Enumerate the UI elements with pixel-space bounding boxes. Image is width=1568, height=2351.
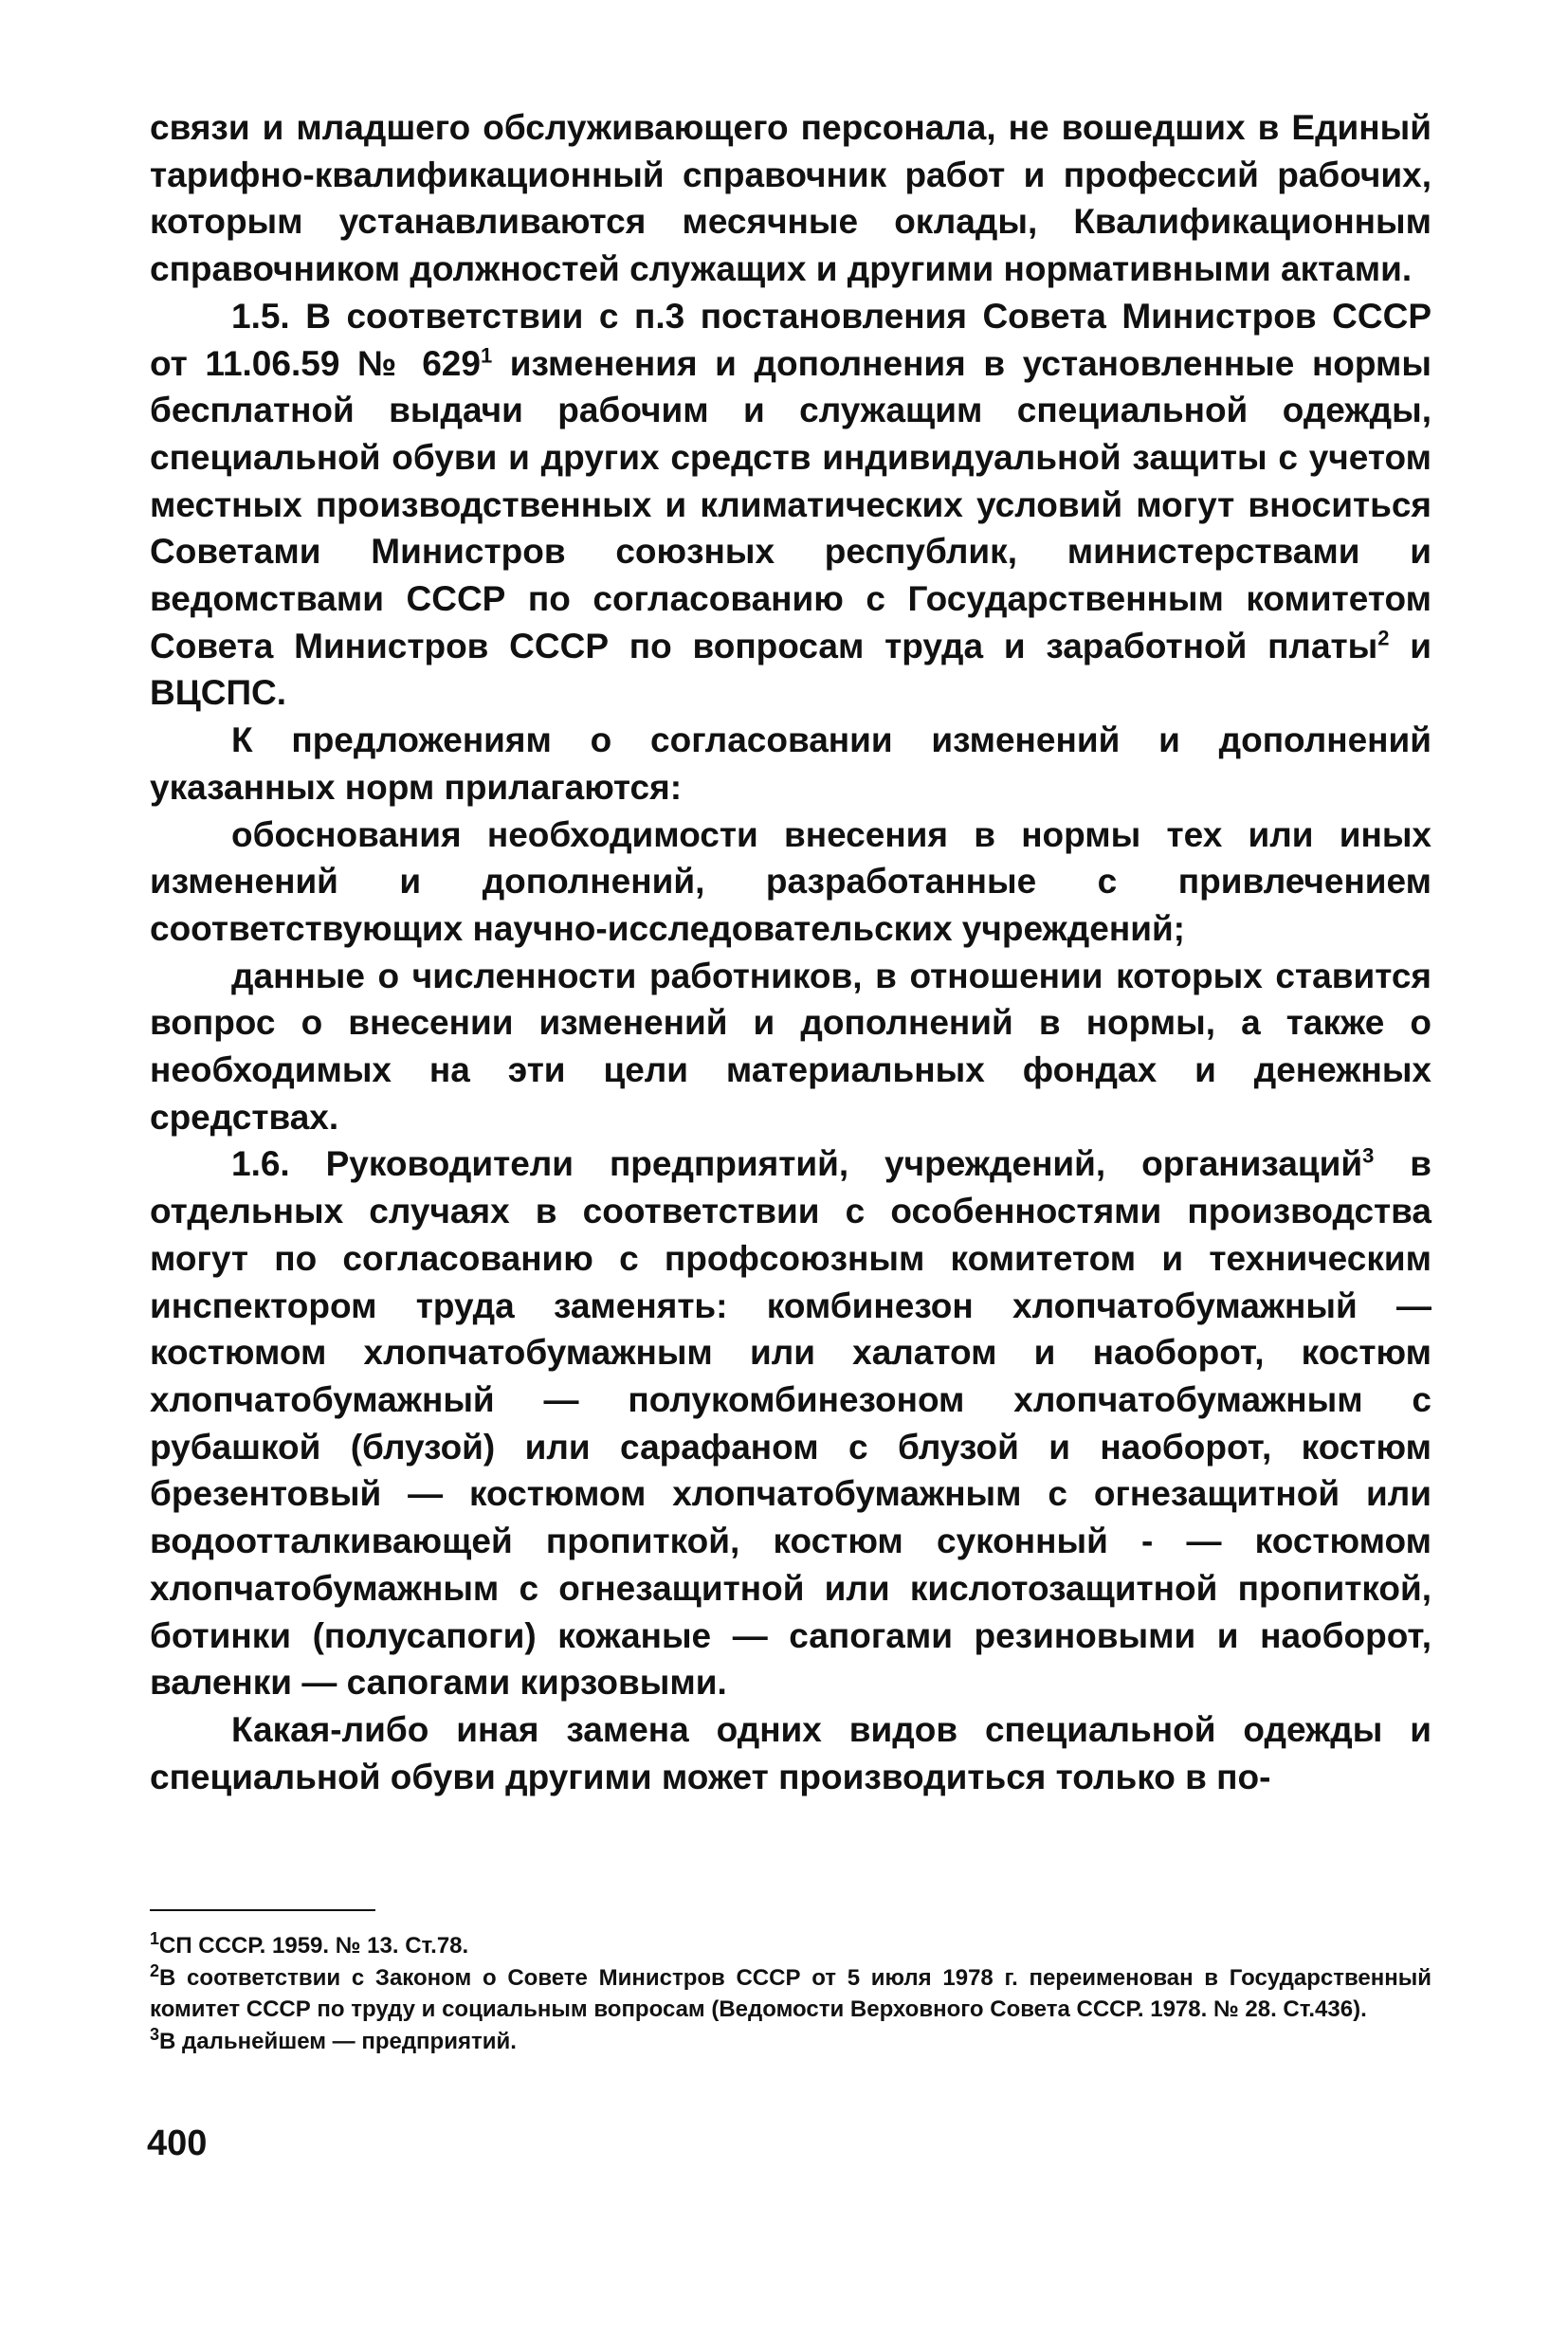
paragraph-1-5: [150, 293, 1431, 717]
footnote-3: [150, 2026, 1431, 2058]
footnote-mark-1: 1: [150, 1929, 160, 1948]
footnote-text-3: В дальнейшем — предприятий.: [159, 2028, 517, 2054]
page-number: 400: [147, 2123, 208, 2163]
paragraph-1-6-text-a: 1.6. Руководители предприятий, учреждений, организаций: [231, 1144, 1363, 1184]
paragraph-1-5-text-a: 1.5. В соответствии с п.3 постановления Совета Министров СССР от 11.06.59 № 629: [150, 296, 1431, 383]
footnote-mark-3: 3: [150, 2024, 160, 2044]
paragraph-continuation: связи и младшего обслуживающего персонала, не вошедших в Единый тарифно-квалификационный справочник работ и профессий рабочих, которым устанавливаются месячные оклады, Квалификационным справочником должностей служащих и другими нормативными актами.: [150, 108, 1431, 289]
footnote-text-2: В соответствии с Законом о Совете Министров СССР от 5 июля 1978 г. переименован в Государственный комитет СССР по труду и социальным вопросам (Ведомости Верховного Совета СССР. 1978. № 28. Ст.436).: [150, 1964, 1431, 2022]
paragraph-justifications: обоснования необходимости внесения в нормы тех или иных изменений и дополнений, разработанные с привлечением соответствующих научно-исследовательских учреждений;: [150, 814, 1431, 948]
footnotes: [150, 1930, 1431, 2057]
footnote-divider: [150, 1909, 375, 1911]
paragraph-proposals: К предложениям о согласовании изменений и дополнений указанных норм прилагаются:: [150, 720, 1431, 807]
footnote-text-1: СП СССР. 1959. № 13. Ст.78.: [159, 1933, 469, 1959]
page-body: [150, 104, 1431, 1800]
paragraph-1-6: [150, 1140, 1431, 1705]
paragraph-1-6-text-b: в отдельных случаях в соответствии с особенностями производства могут по согласованию с профсоюзным комитетом и техническим инспектором труда заменять: комбинезон хлопчатобумажный — костюмом хлопчатобумажным или халатом и наоборот, костюм хлопчатобумажный — полукомбинезоном хлопчатобумажным с рубашкой (блузой) или сарафаном с блузой и наоборот, костюм брезентовый — костюмом хлопчатобумажным с огнезащитной или водоотталкивающей пропиткой, костюм суконный - — костюмом хлопчатобумажным с огнезащитной или кислотозащитной пропиткой, ботинки (полусапоги) кожаные — сапогами резиновыми и наоборот, валенки — сапогами кирзовыми.: [150, 1144, 1431, 1703]
paragraph-1-5-text-c: и ВЦСПС.: [150, 626, 1431, 713]
footnote-ref-2: 2: [1377, 626, 1390, 650]
footnote-mark-2: 2: [150, 1960, 160, 1980]
footnote-ref-1: 1: [480, 343, 493, 368]
paragraph-other-replacement: Какая-либо иная замена одних видов специальной одежды и специальной обуви другими может производиться только в по-: [150, 1709, 1431, 1796]
paragraph-worker-data: данные о численности работников, в отношении которых ставится вопрос о внесении изменений и дополнений в нормы, а также о необходимых на эти цели материальных фондах и денежных средствах.: [150, 956, 1431, 1137]
footnote-2: [150, 1962, 1431, 2026]
footnote-1: [150, 1930, 1431, 1962]
paragraph-1-5-text-b: изменения и дополнения в установленные нормы бесплатной выдачи рабочим и служащим специальной одежды, специальной обуви и других средств индивидуальной защиты с учетом местных производственных и климатических условий могут вноситься Советами Министров союзных республик, министерствами и ведомствами СССР по согласованию с Государственным комитетом Совета Министров СССР по вопросам труда и заработной платы: [150, 343, 1431, 665]
footnote-ref-3: 3: [1362, 1144, 1375, 1169]
